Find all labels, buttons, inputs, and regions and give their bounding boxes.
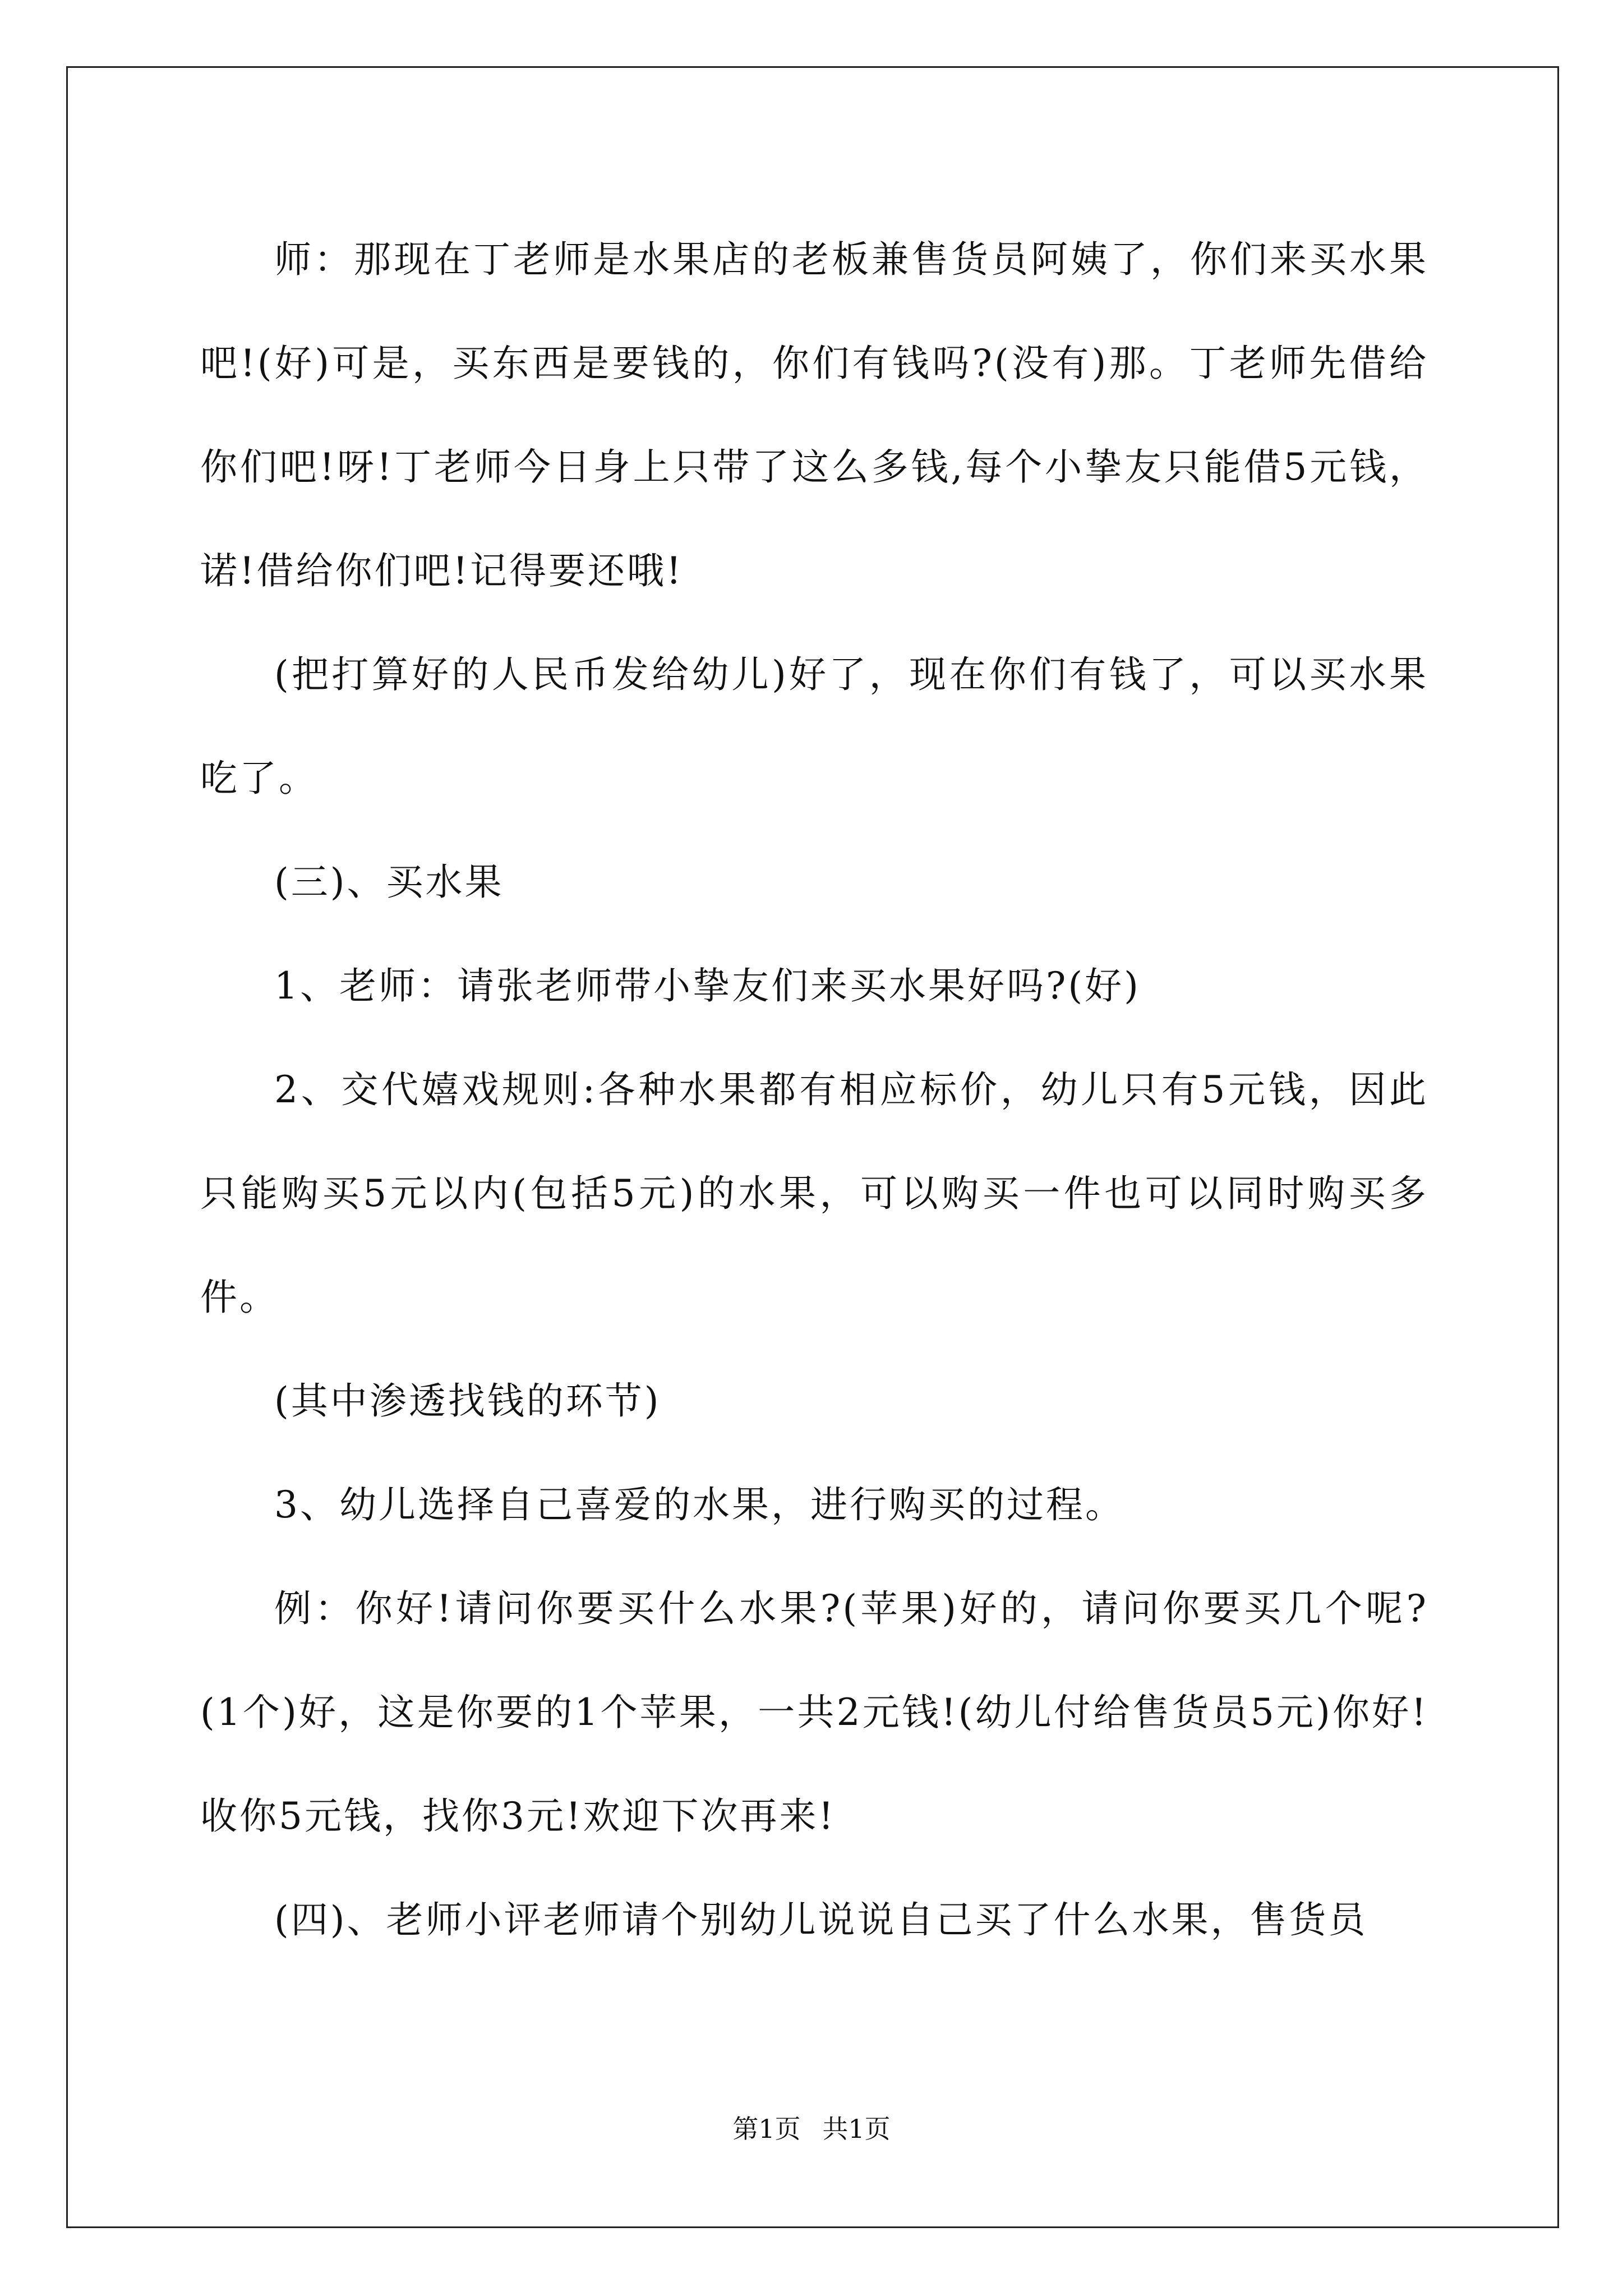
page-footer bbox=[0, 2112, 1623, 2146]
page-number: 第1页 bbox=[732, 2114, 801, 2144]
paragraph: (四)、老师小评老师请个别幼儿说说自己买了什么水果，售货员 bbox=[274, 1898, 1368, 1941]
page-total: 共1页 bbox=[822, 2114, 891, 2144]
paragraph: 1、老师：请张老师带小挚友们来买水果好吗?(好) bbox=[274, 964, 1141, 1007]
paragraph: 例：你好!请问你要买什么水果?(苹果)好的，请问你要买几个呢?(1个)好，这是你要的1个苹果，一共2元钱!(幼儿付给售货员5元)你好!收你5元钱，找你3元!欢迎下次再来! bbox=[200, 1587, 1428, 1838]
paragraph: 师：那现在丁老师是水果店的老板兼售货员阿姨了，你们来买水果吧!(好)可是，买东西是要钱的，你们有钱吗?(没有)那。丁老师先借给你们吧!呀!丁老师今日身上只带了这么多钱,每个小挚友只能借5元钱，诺!借给你们吧!记得要还哦! bbox=[200, 238, 1428, 592]
paragraph: (把打算好的人民币发给幼儿)好了，现在你们有钱了，可以买水果吃了。 bbox=[200, 653, 1428, 800]
paragraph: (其中渗透找钱的环节) bbox=[274, 1379, 661, 1423]
document-body bbox=[200, 208, 1428, 1972]
paragraph: (三)、买水果 bbox=[274, 861, 504, 904]
paragraph: 2、交代嬉戏规则:各种水果都有相应标价，幼儿只有5元钱，因此只能购买5元以内(包括5元)的水果，可以购买一件也可以同时购买多件。 bbox=[200, 1068, 1428, 1319]
paragraph: 3、幼儿选择自己喜爱的水果，进行购买的过程。 bbox=[274, 1483, 1124, 1526]
